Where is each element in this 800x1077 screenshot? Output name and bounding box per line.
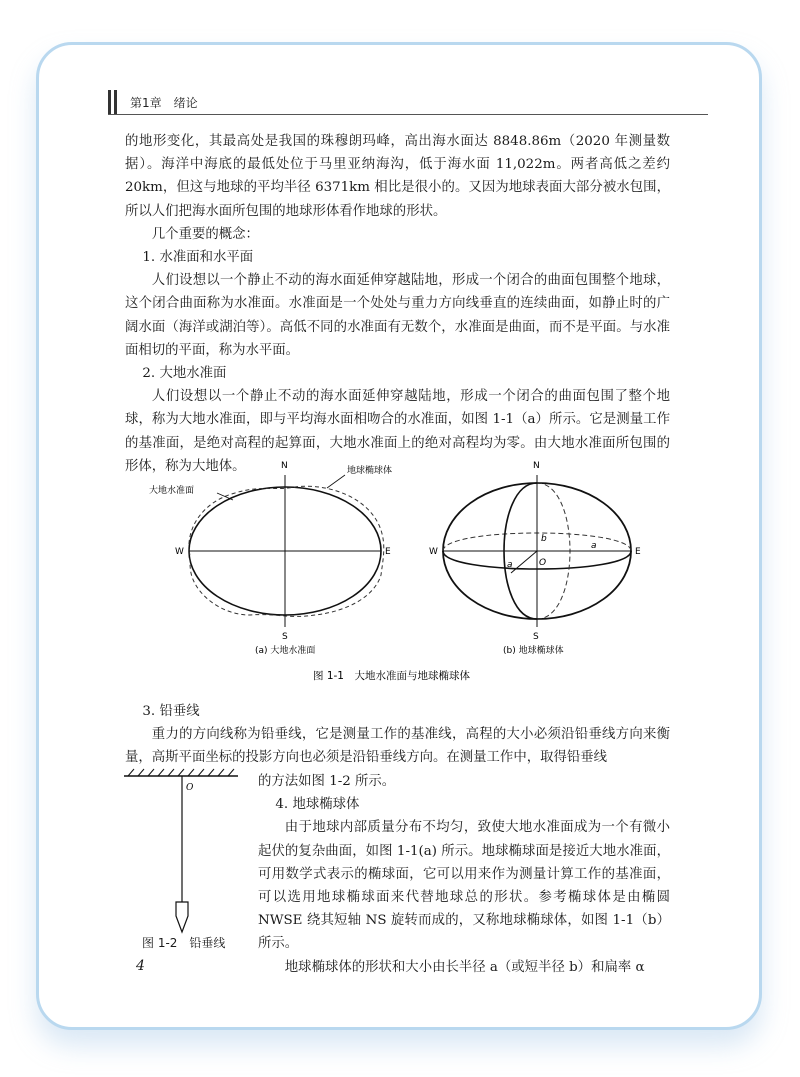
paragraph: 人们设想以一个静止不动的海水面延伸穿越陆地，形成一个闭合的曲面包围整个地球，这个闭合曲面称为水准面。水准面是一个处处与重力方向线垂直的连续曲面，如静止时的广阔水面（海洋或湖泊等）。高低不同的水准面有无数个，水准面是曲面，而不是平面。与水准面相切的平面，称为水平面。: [125, 273, 670, 358]
label-o: O: [539, 558, 547, 568]
paragraph: 由于地球内部质量分布不均匀，致使大地水准面成为一个有微小起伏的复杂曲面，如图 1-1(a) 所示。地球椭球面是接近大地水准面，可用数学式表示的椭球面，它可以用来作为测量计算工作的基准面，可以选用地球椭球面来代替地球总的形状。参考椭球体是由椭圆 NWSE 绕其短轴 NS 旋转而成的，又称地球椭球体，如图 1-1（b）所示。: [258, 820, 670, 952]
header-rule: [108, 114, 708, 115]
label-w: W: [429, 547, 438, 557]
paragraph: 的地形变化，其最高处是我国的珠穆朗玛峰，高出海水面达 8848.86m（2020 年测量数据）。海洋中海底的最低处位于马里亚纳海沟，低于海水面 11,022m。两者高低之差约 20km，但这与地球的平均半径 6371km 相比是很小的。又因为地球表面大部分被水包围，所以人们把海水面所包围的地球形体看作地球的形状。: [125, 134, 670, 219]
ceiling-hatch: [128, 769, 234, 776]
header-bar: [108, 90, 111, 114]
section-heading: 4. 地球椭球体: [275, 797, 360, 813]
label-e: E: [385, 547, 391, 557]
label-s: S: [282, 632, 288, 642]
label-ellipsoid: 地球椭球体: [347, 466, 393, 476]
label-o: O: [186, 783, 194, 793]
paragraph: 地球椭球体的形状和大小由长半径 a（或短半径 b）和扁率 α: [284, 959, 645, 975]
label-n: N: [533, 461, 540, 471]
paragraph: 重力的方向线称为铅垂线，它是测量工作的基准线，高程的大小必须沿铅垂线方向来衡量，高斯平面坐标的投影方向也必须是沿铅垂线方向。在测量工作中，取得铅垂线: [125, 727, 670, 766]
header-bar: [114, 90, 117, 114]
label-s: S: [533, 632, 539, 642]
paragraph: 的方法如图 1-2 所示。: [258, 774, 396, 789]
paragraph: 人们设想以一个静止不动的海水面延伸穿越陆地，形成一个闭合的曲面包围了整个地球，称为大地水准面，即与平均海水面相吻合的水准面，如图 1-1（a）所示。它是测量工作的基准面，是绝对高程的起算面，大地水准面上的绝对高程均为零。由大地水准面所包围的形体，称为大地体。: [125, 389, 670, 474]
label-a: a: [591, 541, 597, 551]
caption-b: (b) 地球椭球体: [503, 646, 564, 656]
chapter-title: 第1章 绪论: [130, 96, 198, 110]
label-alpha: a: [507, 560, 513, 570]
geoid-diagram: [149, 461, 392, 656]
figure-caption: 图 1-1 大地水准面与地球椭球体: [313, 670, 470, 682]
section-heading: 1. 水准面和水平面: [142, 250, 254, 266]
body-text-wrapped: [258, 770, 670, 979]
plumb-bob: [176, 902, 188, 932]
page-number: 4: [136, 958, 145, 974]
paragraph: 几个重要的概念：: [151, 226, 259, 242]
label-n: N: [281, 461, 288, 471]
section-heading: 3. 铅垂线: [142, 704, 200, 719]
body-text-top: [125, 130, 670, 478]
figure-1-2: [120, 768, 250, 958]
body-text-middle: [125, 700, 670, 770]
figure-1-1: [125, 455, 685, 695]
label-w: W: [175, 547, 184, 557]
label-geoid: 大地水准面: [149, 486, 195, 496]
ellipsoid-diagram: [429, 461, 641, 656]
running-header: [108, 90, 708, 120]
section-heading: 2. 大地水准面: [142, 366, 227, 382]
label-e: E: [635, 547, 641, 557]
figure-1-2-caption: 图 1-2 铅垂线: [142, 936, 226, 950]
caption-a: (a) 大地水准面: [255, 646, 316, 656]
leader-line: [327, 475, 345, 488]
label-b: b: [541, 534, 547, 544]
